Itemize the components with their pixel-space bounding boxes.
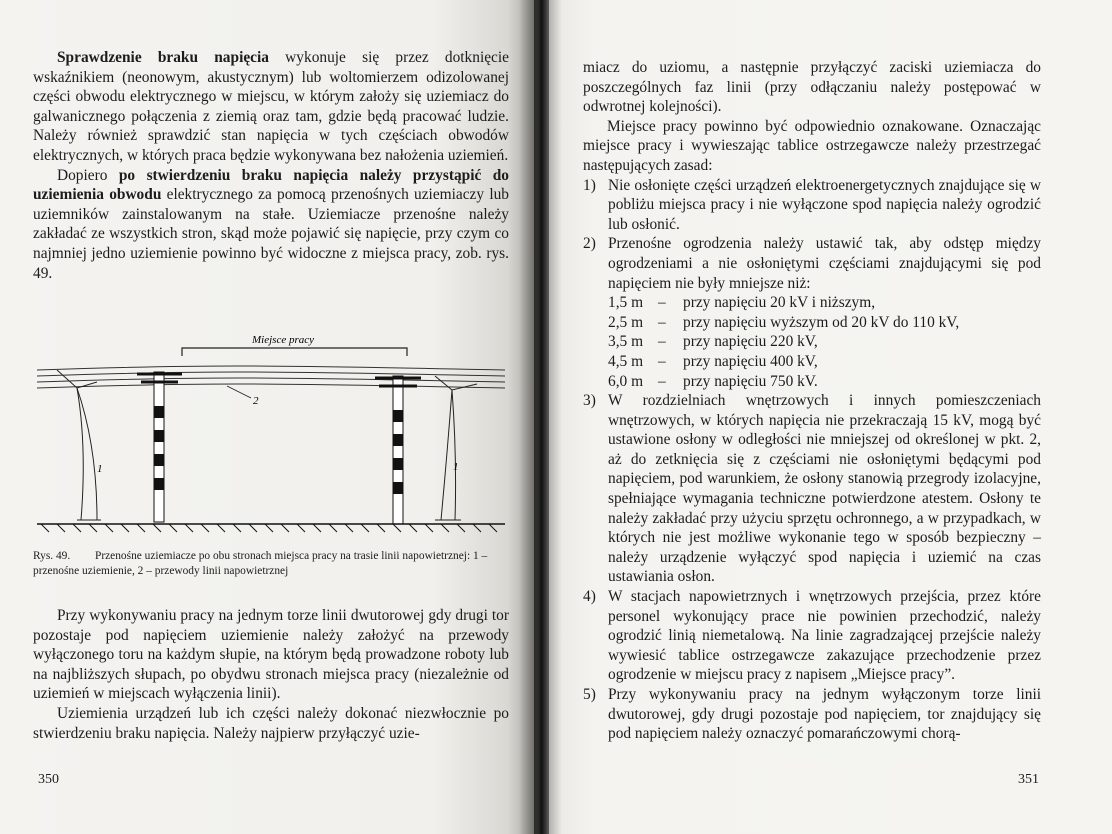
label-conductors: 2 xyxy=(253,395,259,407)
list-text: Przenośne ogrodzenia należy ustawić tak, aby odstęp między ogrodzeniami a nie osłoniętymi częściami znajdującymi się pod napięciem nie były mniejsze niż: xyxy=(608,235,1041,292)
distance-table xyxy=(608,293,959,391)
distance: 2,5 m xyxy=(608,313,644,331)
left-page-body-lower xyxy=(33,606,509,743)
dash: – xyxy=(658,372,666,390)
list-number: 3) xyxy=(583,392,596,410)
paragraph-grounding xyxy=(33,166,509,284)
left-page xyxy=(0,0,540,834)
list-number: 2) xyxy=(583,235,596,253)
dash: – xyxy=(658,333,666,351)
book-gutter xyxy=(519,0,549,834)
voltage-condition: przy napięciu 750 kV. xyxy=(683,372,818,390)
page-number-left: 350 xyxy=(38,772,59,787)
paragraph-text: wykonuje się przez dotknięcie wskaźnikiem (neonowym, akustycznym) lub woltomierzem odizolowanej części obwodu elektrycznego w miejscu, w którym założy się uziemiacz do galwanicznego połączenia z ziemią oraz tam, gdzie będą pracować ludzie. Należy również sprawdzić stan napięcia w tych częściach obwodów elektrycznych, w których praca będzie wykonywana bez nałożenia uziemień. xyxy=(33,49,509,164)
bold-term: po stwierdzeniu braku napięcia należy przystąpić do uziemienia obwodu xyxy=(33,166,510,204)
distance: 6,0 m xyxy=(608,372,644,390)
list-number: 4) xyxy=(583,588,596,606)
list-text: Przy wykonywaniu pracy na jednym wyłączonym torze linii dwutorowej, gdy drugi pozostaje pod napięciem, tor znajdujący się pod napięciem należy oznaczyć pomarańczowymi chorą- xyxy=(608,686,1041,743)
paragraph-double-circuit: Przy wykonywaniu pracy na jednym torze linii dwutorowej gdy drugi tor pozostaje pod napięciem uziemienie należy założyć na przewody wyłączonego toru na każdym słupie, na którym będą prowadzone roboty lub na najbliższych słupach, po obydwu stronach miejsca pracy (niezależnie od uziemień w miejscach wyłączenia linii). xyxy=(33,607,509,703)
label-ground-right: 1 xyxy=(453,461,459,473)
left-page-body xyxy=(33,48,509,283)
voltage-condition: przy napięciu wyższym od 20 kV do 110 kV, xyxy=(683,313,960,331)
voltage-condition: przy napięciu 20 kV i niższym, xyxy=(683,294,876,312)
pole-left xyxy=(137,372,182,522)
list-text: Nie osłonięte części urządzeń elektroenergetycznych znajdujące się w pobliżu miejsca pracy i nie wyłączone spod napięcia należy ogrodzić lub osłonić. xyxy=(608,176,1041,233)
list-number: 5) xyxy=(583,686,596,703)
distance: 3,5 m xyxy=(608,333,644,351)
page-number-right: 351 xyxy=(1018,772,1039,787)
list-number: 1) xyxy=(583,176,596,194)
figure-overhead-line-grounding xyxy=(37,326,505,540)
voltage-condition: przy napięciu 400 kV, xyxy=(683,352,818,370)
paragraph-text: elektrycznego za pomocą przenośnych uziemiaczy lub uziemników zainstalowanym na stałe. Uziemiacze przenośne należy zakładać ze wszystkich stron, skąd może pojawić się napięcie, przy czym co najmniej jedno uziemienie powinno być widoczne z miejsca pracy, zob. rys. 49. xyxy=(33,186,509,282)
portable-ground-left xyxy=(57,370,101,520)
rules-list xyxy=(583,176,1041,744)
table-row xyxy=(608,352,959,372)
table-row xyxy=(608,372,959,392)
dash: – xyxy=(658,294,666,312)
list-item xyxy=(583,587,1041,685)
paragraph-lead: Dopiero xyxy=(57,166,119,184)
voltage-condition: przy napięciu 220 kV, xyxy=(683,333,818,351)
list-item xyxy=(583,685,1041,744)
paragraph-marking: Miejsce pracy powinno być odpowiednio oznakowane. Oznaczając miejsce pracy i wywieszając tablice ostrzegawcze należy przestrzegać następujących zasad: xyxy=(583,117,1041,174)
table-row xyxy=(608,332,959,352)
paragraph-grounding-order: Uziemienia urządzeń lub ich części należy dokonać niezwłocznie po stwierdzeniu braku napięcia. Należy najpierw przyłączyć uzie- xyxy=(33,704,509,742)
label-workplace: Miejsce pracy xyxy=(252,334,314,346)
bold-term: Sprawdzenie braku napięcia xyxy=(57,49,269,66)
caption-text: Przenośne uziemiacze po obu stronach miejsca pracy na trasie linii napowietrznej: 1 – przenośne uziemienie, 2 – przewody linii napowietrznej xyxy=(33,550,488,577)
dash: – xyxy=(658,313,666,331)
ground-hatching xyxy=(41,524,497,532)
paragraph-voltage-check xyxy=(33,48,509,166)
caption-label: Rys. 49. xyxy=(33,550,71,562)
list-text: W stacjach napowietrznych i wnętrzowych przejścia, przez które personel wykonujący prace nie powinien przechodzić, należy ogrodzić linią niemetalową. Na linie zagradzającej przejście należy wywiesić tablice ostrzegawcze zakazujące przechodzenie przez ogrodzenie w miejscu pracy z napisem „Miejsce pracy”. xyxy=(608,588,1041,684)
pole-right xyxy=(375,376,421,524)
figure-caption xyxy=(33,549,513,578)
label-ground-left: 1 xyxy=(97,463,103,475)
distance: 1,5 m xyxy=(608,294,644,312)
list-item xyxy=(583,234,1041,391)
list-item xyxy=(583,176,1041,235)
list-text: W rozdzielniach wnętrzowych i innych pomieszczeniach wnętrzowych, w których napięcia nie przekraczają 15 kV, mogą być ustawione osłony w odległości nie mniejszej od określonej w pkt. 2, aż do zetknięcia się z częściami nie osłoniętymi będącymi pod napięciem, pod warunkiem, że osłony stanowią przegrody izolacyjne, spełniające wymagania techniczne potwierdzone atestem. Osłony te należy zakładać przy użyciu sprzętu ochronnego, a w przypadkach, w których nie jest możliwe wykonanie tego w sposób bezpieczny – należy urządzenie wyłączyć spod napięcia i uziemić na czas ustawiania osłon. xyxy=(608,392,1041,586)
dash: – xyxy=(658,352,666,370)
table-row xyxy=(608,293,959,313)
portable-ground-right xyxy=(435,376,477,520)
distance: 4,5 m xyxy=(608,352,644,370)
paragraph-continuation: miacz do uziomu, a następnie przyłączyć zaciski uziemiacza do poszczególnych faz linii (przy odłączaniu należy postępować w odwrotnej kolejności). xyxy=(583,59,1041,116)
right-page-body xyxy=(583,58,1041,744)
list-item xyxy=(583,391,1041,587)
overhead-conductors xyxy=(37,366,505,388)
table-row xyxy=(608,313,959,333)
